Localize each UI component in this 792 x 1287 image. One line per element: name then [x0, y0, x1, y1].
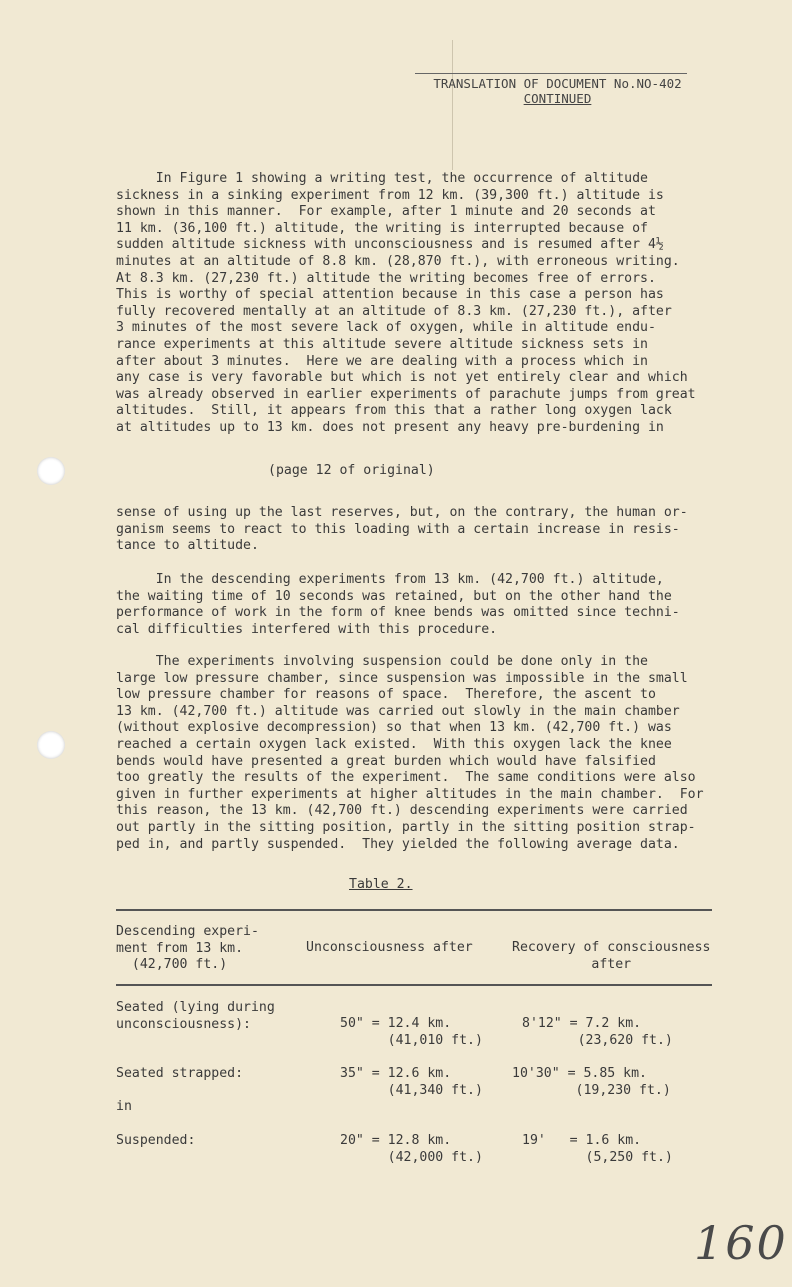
paragraph-4: The experiments involving suspension could be done only in the large low pressure chamber, since suspension was impossible in the small low pressure chamber for reasons of space. Therefore, the ascent to 13 km. (42,700 ft.) altitude was carried out slowly in the main chamber (without explosive decompression) so that when 13 km. (42,700 ft.) was reached a certain oxygen lack existed. With this oxygen lack the knee bends would have presented a great burden which would have falsified too greatly the results of the experiment. The same conditions were also given in further experiments at higher altitudes in the main chamber. For this reason, the 13 km. (42,700 ft.) descending experiments were carried out partly in the sitting position, partly in the sitting position strap- ped in, and partly suspended. They yielded the following average data. — [116, 654, 704, 852]
table-row-unconsciousness: 50" = 12.4 km. (41,010 ft.) — [340, 1016, 483, 1048]
table-row-recovery: 10'30" = 5.85 km. (19,230 ft.) — [512, 1066, 671, 1098]
table-header-condition: Descending experi- ment from 13 km. (42,700 ft.) — [116, 924, 259, 973]
table-row-condition: Seated strapped: in — [116, 1066, 244, 1115]
punch-hole — [37, 731, 65, 759]
punch-hole — [37, 457, 65, 485]
table-row-unconsciousness: 20" = 12.8 km. (42,000 ft.) — [340, 1133, 483, 1165]
table-row-condition: Seated (lying during unconsciousness): — [116, 1000, 275, 1032]
table-row-unconsciousness: 35" = 12.6 km. (41,340 ft.) — [340, 1066, 483, 1098]
table-row-condition: Suspended: — [116, 1133, 196, 1148]
table-row-recovery: 19' = 1.6 km. (5,250 ft.) — [522, 1133, 673, 1165]
paragraph-3: In the descending experiments from 13 km. (42,700 ft.) altitude, the waiting time of 10 seconds was retained, but on the other hand the performance of work in the form of knee bends was omitted since techni- cal difficulties interfered with this procedure. — [116, 572, 680, 637]
header-title: TRANSLATION OF DOCUMENT No.NO-402 — [433, 76, 682, 91]
table-header-rule — [116, 984, 712, 986]
paragraph-1: In Figure 1 showing a writing test, the occurrence of altitude sickness in a sinking experiment from 12 km. (39,300 ft.) altitude is shown in this manner. For example, after 1 minute and 20 seconds at 11 km. (36,100 ft.) altitude, the writing is interrupted because of sudden altitude sickness with unconsciousness and is resumed after 4½ minutes at an altitude of 8.8 km. (28,870 ft.), with erroneous writing. At 8.3 km. (27,230 ft.) altitude the writing becomes free of errors. This is worthy of special attention because in this case a person has fully recovered mentally at an altitude of 8.3 km. (27,230 ft.), after 3 minutes of the most severe lack of oxygen, while in altitude endu- rance experiments at this altitude severe altitude sickness sets in after about 3 minutes. Here we are dealing with a process which in any case is very favorable but which is not yet entirely clear and which was already observed in earlier experiments of parachute jumps from great altitudes. Still, it appears from this that a rather long oxygen lack at altitudes up to 13 km. does not present any heavy pre-burdening in — [116, 171, 696, 435]
table-header-recovery: Recovery of consciousness after — [512, 940, 711, 972]
header-rule — [415, 73, 687, 74]
handwritten-page-number: 160 — [694, 1216, 788, 1270]
document-header — [415, 76, 700, 106]
page-reference-note: (page 12 of original) — [268, 463, 435, 478]
table-title: Table 2. — [349, 877, 413, 892]
table-top-rule — [116, 909, 712, 911]
table-row-recovery: 8'12" = 7.2 km. (23,620 ft.) — [522, 1016, 673, 1048]
paragraph-2: sense of using up the last reserves, but, on the contrary, the human or- ganism seems to react to this loading with a certain increase in resis- tance to altitude. — [116, 505, 688, 554]
header-subtitle: CONTINUED — [523, 91, 592, 106]
table-header-unconsciousness: Unconsciousness after — [306, 940, 473, 955]
